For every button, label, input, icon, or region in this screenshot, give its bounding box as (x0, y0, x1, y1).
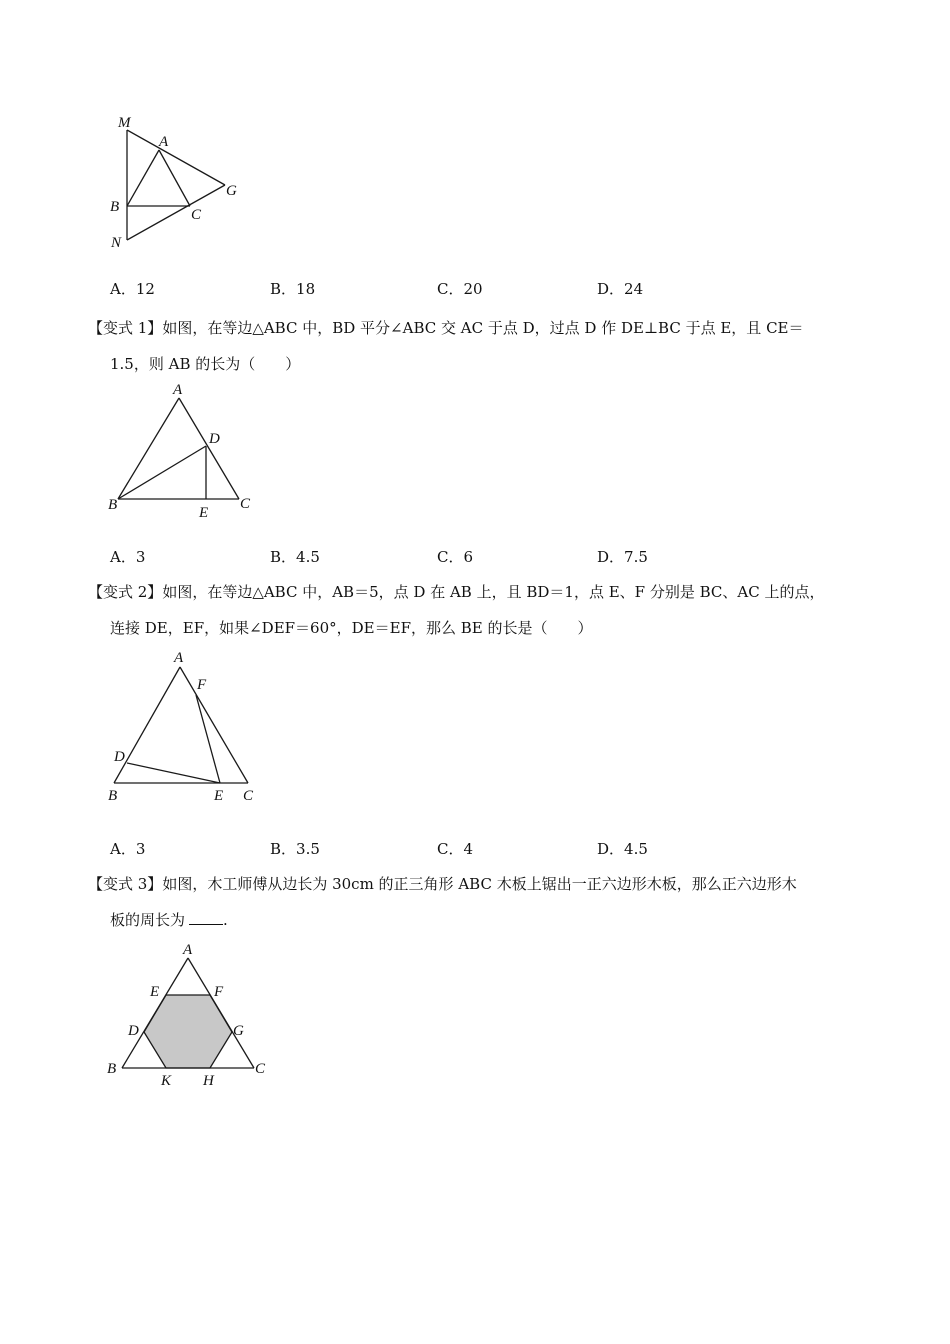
variant-tag: 【变式 3】 (88, 875, 163, 893)
figure-variant-1 (100, 378, 260, 523)
question-text-end: . (223, 911, 228, 929)
option-d[interactable]: D．7.5 (597, 548, 648, 566)
segment-de (127, 763, 220, 783)
label-a: A (183, 942, 193, 958)
option-c[interactable]: C．6 (437, 548, 474, 566)
label-f: F (197, 677, 207, 693)
label-c: C (243, 788, 254, 804)
segment-ef (196, 695, 220, 783)
option-b[interactable]: B．3.5 (270, 840, 320, 858)
question-text-line2: 板的周长为 (110, 911, 186, 929)
label-g: G (226, 183, 237, 199)
label-m: M (118, 115, 131, 131)
option-d[interactable]: D．24 (597, 280, 644, 298)
option-a[interactable]: A．3 (110, 548, 146, 566)
answer-blank[interactable] (189, 910, 223, 925)
label-g: G (233, 1023, 244, 1039)
option-b[interactable]: B．18 (270, 280, 316, 298)
question-text-line2: 1.5，则 AB 的长为（ ） (110, 355, 301, 373)
label-d: D (114, 749, 125, 765)
label-c: C (191, 207, 202, 223)
option-a[interactable]: A．3 (110, 840, 146, 858)
label-b: B (107, 1061, 117, 1077)
question-variant-3 (88, 866, 878, 938)
question-text-line1: 如图，木工师傅从边长为 30cm 的正三角形 ABC 木板上锯出一正六边形木板，那么正六边形木 (162, 875, 797, 893)
label-d: D (209, 431, 220, 447)
question-variant-2 (88, 574, 878, 646)
segment-ac (159, 150, 190, 206)
segment-ac (179, 398, 239, 499)
label-h: H (203, 1073, 214, 1089)
label-n: N (111, 235, 122, 251)
label-a: A (174, 650, 184, 666)
segment-ba (127, 150, 159, 206)
label-e: E (214, 788, 224, 804)
segment-ac (180, 667, 248, 783)
segment-mg (127, 130, 225, 185)
question-text-line1: 如图，在等边△ABC 中，BD 平分∠ABC 交 AC 于点 D，过点 D 作 DE⊥BC 于点 E，且 CE＝ (162, 319, 804, 337)
figure-variant-3 (100, 938, 275, 1093)
label-b: B (110, 199, 120, 215)
label-a: A (159, 134, 169, 150)
option-a[interactable]: A．12 (110, 280, 155, 298)
variant-tag: 【变式 1】 (88, 319, 163, 337)
question-text-line2: 连接 DE，EF，如果∠DEF＝60°，DE＝EF，那么 BE 的长是（ ） (110, 619, 593, 637)
figure-variant-2-svg (100, 645, 270, 810)
label-d: D (128, 1023, 139, 1039)
figure-variant-1-svg (100, 378, 260, 523)
label-c: C (255, 1061, 266, 1077)
segment-ab (118, 398, 179, 499)
segment-ng (127, 185, 225, 240)
label-k: K (161, 1073, 172, 1089)
segment-ab (114, 667, 180, 783)
label-e: E (150, 984, 160, 1000)
figure-mag-triangle (100, 108, 250, 258)
figure-variant-2 (100, 645, 270, 810)
label-c: C (240, 496, 251, 512)
segment-bd (118, 446, 206, 499)
question-variant-1 (88, 310, 878, 382)
option-d[interactable]: D．4.5 (597, 840, 648, 858)
option-b[interactable]: B．4.5 (270, 548, 320, 566)
question-text-line1: 如图，在等边△ABC 中，AB＝5，点 D 在 AB 上，且 BD＝1，点 E、F 分别是 BC、AC 上的点， (162, 583, 825, 601)
label-f: F (214, 984, 224, 1000)
label-e: E (199, 505, 209, 521)
label-b: B (108, 788, 118, 804)
option-c[interactable]: C．20 (437, 280, 483, 298)
figure-variant-3-svg (100, 938, 275, 1093)
figure-mag-svg (100, 108, 250, 258)
variant-tag: 【变式 2】 (88, 583, 163, 601)
hexagon-shape (144, 995, 232, 1068)
option-c[interactable]: C．4 (437, 840, 474, 858)
label-b: B (108, 497, 118, 513)
label-a: A (173, 382, 183, 398)
